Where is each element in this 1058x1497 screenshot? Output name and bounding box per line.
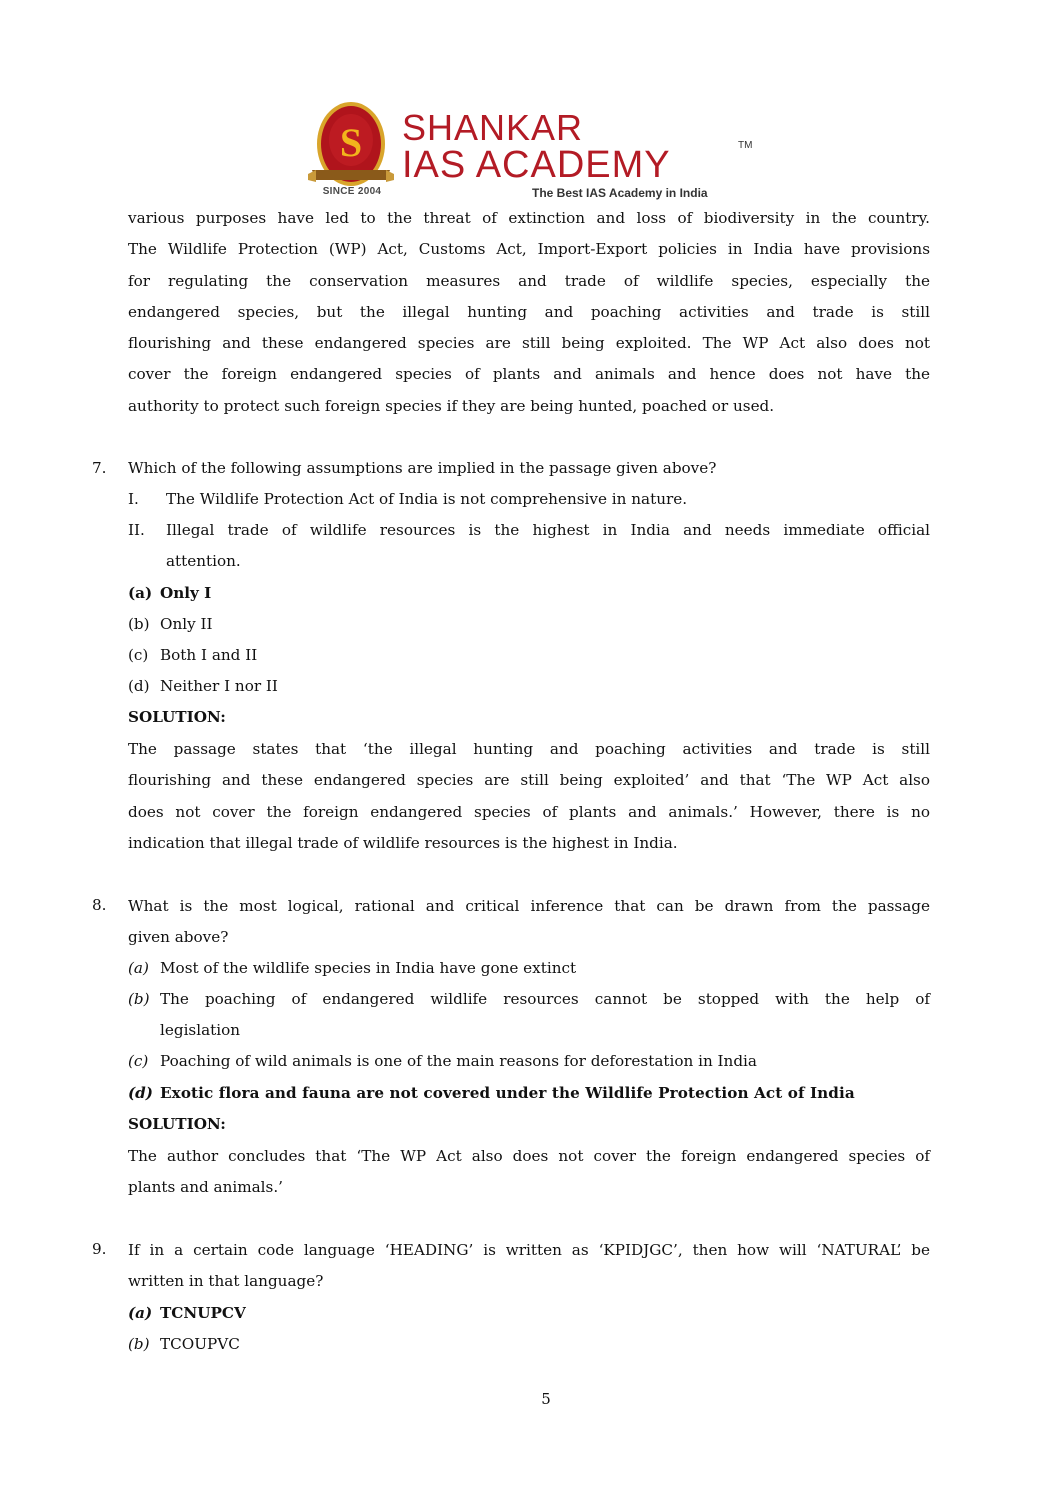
question-line: What is the most logical, rational and critical inference that can be drawn from the passage <box>128 897 930 915</box>
passage-text <box>128 203 930 422</box>
statement-2 <box>128 521 930 539</box>
option-label: (d) <box>128 1084 153 1102</box>
option-b[interactable] <box>128 990 930 1008</box>
solution-text <box>128 1141 930 1204</box>
option-text: Neither I nor II <box>160 677 278 695</box>
option-b[interactable] <box>128 615 213 633</box>
passage-line: The Wildlife Protection (WP) Act, Customs Act, Import-Export policies in India have provisions <box>128 240 930 259</box>
statement-text: The Wildlife Protection Act of India is not comprehensive in nature. <box>166 490 688 508</box>
statement-1 <box>128 490 687 508</box>
solution-line: does not cover the foreign endangered species of plants and animals.’ However, there is no <box>128 802 930 821</box>
question-line: If in a certain code language ‘HEADING’ is written as ‘KPIDJGC’, then how will ‘NATURAL’ be <box>128 1241 930 1259</box>
passage-line: for regulating the conservation measures and trade of wildlife species, especially the <box>128 271 930 290</box>
brand-name-line1: SHANKAR <box>402 107 584 148</box>
solution-line: plants and animals.’ <box>128 1178 283 1197</box>
passage-line: various purposes have led to the threat of extinction and loss of biodiversity in the country. <box>128 209 930 227</box>
question-line: given above? <box>128 928 229 947</box>
option-label: (c) <box>128 646 149 664</box>
solution-line: flourishing and these endangered species are still being exploited’ and that ‘The WP Act also <box>128 771 930 790</box>
option-a[interactable] <box>128 1304 246 1322</box>
option-a[interactable] <box>128 584 211 602</box>
page-number: 5 <box>541 1390 551 1408</box>
solution-heading: SOLUTION: <box>128 708 226 726</box>
option-text: Poaching of wild animals is one of the main reasons for deforestation in India <box>160 1052 757 1070</box>
option-label: (b) <box>128 615 150 633</box>
option-text: TCOUPVC <box>160 1335 240 1353</box>
solution-line: The author concludes that ‘The WP Act also does not cover the foreign endangered species of <box>128 1147 930 1165</box>
passage-line: authority to protect such foreign species if they are being hunted, poached or used. <box>128 396 775 415</box>
statement-text: Illegal trade of wildlife resources is the highest in India and needs immediate official <box>166 521 930 539</box>
statement-label: II. <box>128 521 145 539</box>
statement-text-cont: attention. <box>166 552 241 570</box>
question-line: written in that language? <box>128 1272 324 1291</box>
statement-label: I. <box>128 490 139 508</box>
option-text: TCNUPCV <box>160 1304 246 1322</box>
option-label: (b) <box>128 1335 150 1353</box>
solution-line: indication that illegal trade of wildlife resources is the highest in India. <box>128 833 678 852</box>
option-text: Most of the wildlife species in India have gone extinct <box>160 959 577 977</box>
option-text: The poaching of endangered wildlife resources cannot be stopped with the help of <box>160 990 930 1008</box>
question-number: 8. <box>92 896 107 914</box>
option-text: Exotic flora and fauna are not covered under the Wildlife Protection Act of India <box>160 1084 855 1102</box>
trademark-mark: TM <box>738 140 753 151</box>
option-label: (a) <box>128 959 149 977</box>
since-label: SINCE 2004 <box>322 186 382 197</box>
solution-text <box>128 734 930 859</box>
passage-line: endangered species, but the illegal hunting and poaching activities and trade is still <box>128 302 930 321</box>
question-text <box>128 891 930 954</box>
brand-tagline: The Best IAS Academy in India <box>532 186 708 200</box>
option-label: (a) <box>128 584 153 602</box>
option-label: (c) <box>128 1052 149 1070</box>
option-text: Only II <box>160 615 213 633</box>
option-a[interactable] <box>128 959 576 977</box>
question-number: 9. <box>92 1240 107 1258</box>
brand-name-line2: IAS ACADEMY <box>402 144 671 186</box>
question-number: 7. <box>92 459 107 477</box>
question-text: Which of the following assumptions are implied in the passage given above? <box>128 459 717 477</box>
option-c[interactable] <box>128 1052 757 1070</box>
option-b[interactable] <box>128 1335 240 1353</box>
solution-heading: SOLUTION: <box>128 1115 226 1133</box>
option-label: (b) <box>128 990 150 1008</box>
option-text: Only I <box>160 584 212 602</box>
option-c[interactable] <box>128 646 257 664</box>
question-text <box>128 1235 930 1298</box>
academy-logo <box>302 98 762 206</box>
passage-line: cover the foreign endangered species of plants and animals and hence does not have the <box>128 365 930 384</box>
svg-text:S: S <box>339 120 363 165</box>
option-label: (a) <box>128 1304 153 1322</box>
passage-line: flourishing and these endangered species are still being exploited. The WP Act also does not <box>128 334 930 353</box>
option-text-cont: legislation <box>160 1021 241 1039</box>
option-text: Both I and II <box>160 646 258 664</box>
solution-line: The passage states that ‘the illegal hunting and poaching activities and trade is still <box>128 740 930 758</box>
option-label: (d) <box>128 677 150 695</box>
option-d[interactable] <box>128 677 278 695</box>
option-d[interactable] <box>128 1084 855 1102</box>
